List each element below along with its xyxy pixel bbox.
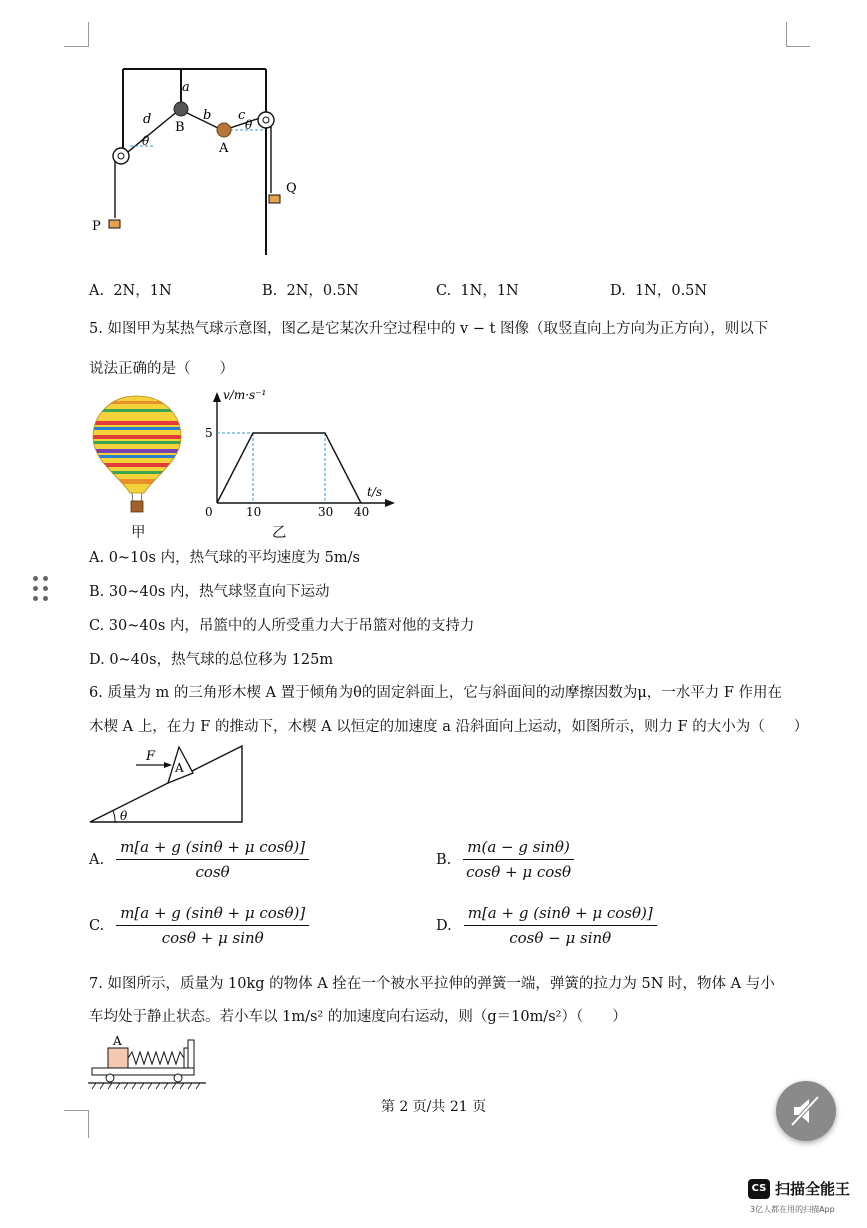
- speaker-muted-icon[interactable]: [776, 1081, 836, 1141]
- x-tick-label: 10: [246, 505, 262, 519]
- x-tick-label: 0: [205, 505, 213, 519]
- q5-option-d: D. 0~40s，热气球的总位移为 125m: [89, 652, 334, 668]
- q6-a-numerator: m[a + g (sinθ + μ cosθ)]: [116, 838, 309, 860]
- drag-handle-icon[interactable]: [33, 576, 51, 604]
- q6-option-d: D. $\frac{\text{m[a + g (sinθ + μ cosθ)]}}{\text{cosθ − μ sinθ}}$: [436, 904, 657, 947]
- q6-option-c: C. $\frac{\text{m[a + g (sinθ + μ cosθ)]}}{\text{cosθ + μ sinθ}}$: [89, 904, 309, 947]
- q5-option-a: A. 0~10s 内，热气球的平均速度为 5m/s: [89, 550, 360, 566]
- label-Q: Q: [286, 181, 297, 196]
- q7-stem-line1: 7. 如图所示，质量为 10kg 的物体 A 拴在一个被水平拉伸的弹簧一端，弹簧的拉力为 5N 时，物体 A 与小: [89, 976, 775, 992]
- pulley-diagram: [85, 60, 325, 260]
- label-theta-incline: θ: [120, 809, 128, 823]
- y-axis-label: v/m·s⁻¹: [223, 388, 267, 402]
- series-line: [217, 433, 361, 503]
- label-c: c: [238, 108, 246, 123]
- label-theta-right: θ: [245, 118, 253, 132]
- crop-mark: [786, 46, 810, 47]
- q6-b-denominator: cosθ + μ cosθ: [466, 863, 572, 881]
- q6-d-denominator: cosθ − μ sinθ: [509, 929, 612, 947]
- q4-option-c: C. 1N，1N: [436, 283, 519, 299]
- label-A-block: A: [113, 1034, 122, 1048]
- q5-stem-line1: 5. 如图甲为某热气球示意图，图乙是它某次升空过程中的 v − t 图像（取竖直向上方向为正方向），则以下: [89, 321, 769, 337]
- incline-diagram: [88, 742, 248, 826]
- label-A: A: [219, 141, 229, 156]
- hot-air-balloon-image: [90, 393, 185, 515]
- page-footer: 第 2 页/共 21 页: [380, 1099, 487, 1115]
- q7-stem-line2: 车均处于静止状态。若小车以 1m/s² 的加速度向右运动，则（g＝10m/s²）（ ）: [89, 1009, 627, 1025]
- q6-option-a: A. $\frac{\text{m[a + g (sinθ + μ cosθ)]}}{\cos\theta}$: [89, 838, 309, 881]
- vt-chart: [195, 380, 400, 520]
- q6-stem-line1: 6. 质量为 m 的三角形木楔 A 置于倾角为θ的固定斜面上，它与斜面间的动摩擦因数为μ，一水平力 F 作用在: [89, 685, 783, 701]
- crop-mark: [88, 22, 89, 47]
- cart-spring-diagram: [88, 1034, 210, 1094]
- label-a: a: [182, 80, 190, 95]
- label-b: b: [203, 108, 212, 123]
- q4-option-b: B. 2N，0.5N: [262, 283, 359, 299]
- q6-a-denominator: cosθ: [195, 863, 230, 881]
- camscanner-watermark: [748, 1178, 850, 1199]
- brand-subtitle: 3亿人都在用的扫描App: [750, 1205, 835, 1214]
- q5-option-c: C. 30~40s 内，吊篮中的人所受重力大于吊篮对他的支持力: [89, 618, 475, 634]
- q6-stem-line2: 木楔 A 上，在力 F 的推动下，木楔 A 以恒定的加速度 a 沿斜面向上运动，如图所示，则力 F 的大小为（ ）: [89, 719, 809, 735]
- q4-option-d: D. 1N，0.5N: [610, 283, 708, 299]
- x-tick-label: 40: [354, 505, 370, 519]
- q5-option-b: B. 30~40s 内，热气球竖直向下运动: [89, 584, 330, 600]
- x-tick-label: 30: [318, 505, 334, 519]
- label-F: F: [146, 749, 156, 764]
- q5-stem-line2: 说法正确的是（ ）: [89, 361, 234, 377]
- brand-logo: CS: [748, 1179, 770, 1199]
- label-theta-left: θ: [142, 134, 150, 148]
- q6-option-b: B. $\frac{\text{m(a − g sinθ)}}{\text{cosθ + μ cosθ}}$: [436, 838, 574, 881]
- crop-mark: [786, 22, 787, 47]
- y-axis-arrow: [213, 392, 221, 402]
- q6-b-numerator: m(a − g sinθ): [463, 838, 574, 860]
- label-d: d: [143, 112, 152, 127]
- q6-c-numerator: m[a + g (sinθ + μ cosθ)]: [116, 904, 309, 926]
- label-A-wedge: A: [175, 761, 184, 775]
- label-B: B: [175, 120, 185, 135]
- caption-jia: 甲: [131, 525, 146, 541]
- x-axis-label: t/s: [367, 485, 383, 499]
- label-P: P: [92, 219, 101, 234]
- q6-d-numerator: m[a + g (sinθ + μ cosθ)]: [464, 904, 657, 926]
- q6-c-denominator: cosθ + μ sinθ: [161, 929, 264, 947]
- crop-mark: [64, 46, 88, 47]
- q4-option-a: A. 2N，1N: [89, 283, 172, 299]
- caption-yi: 乙: [272, 525, 287, 541]
- brand-name: 扫描全能王: [775, 1180, 851, 1198]
- x-axis-arrow: [385, 499, 395, 507]
- y-tick-label: 5: [205, 426, 213, 440]
